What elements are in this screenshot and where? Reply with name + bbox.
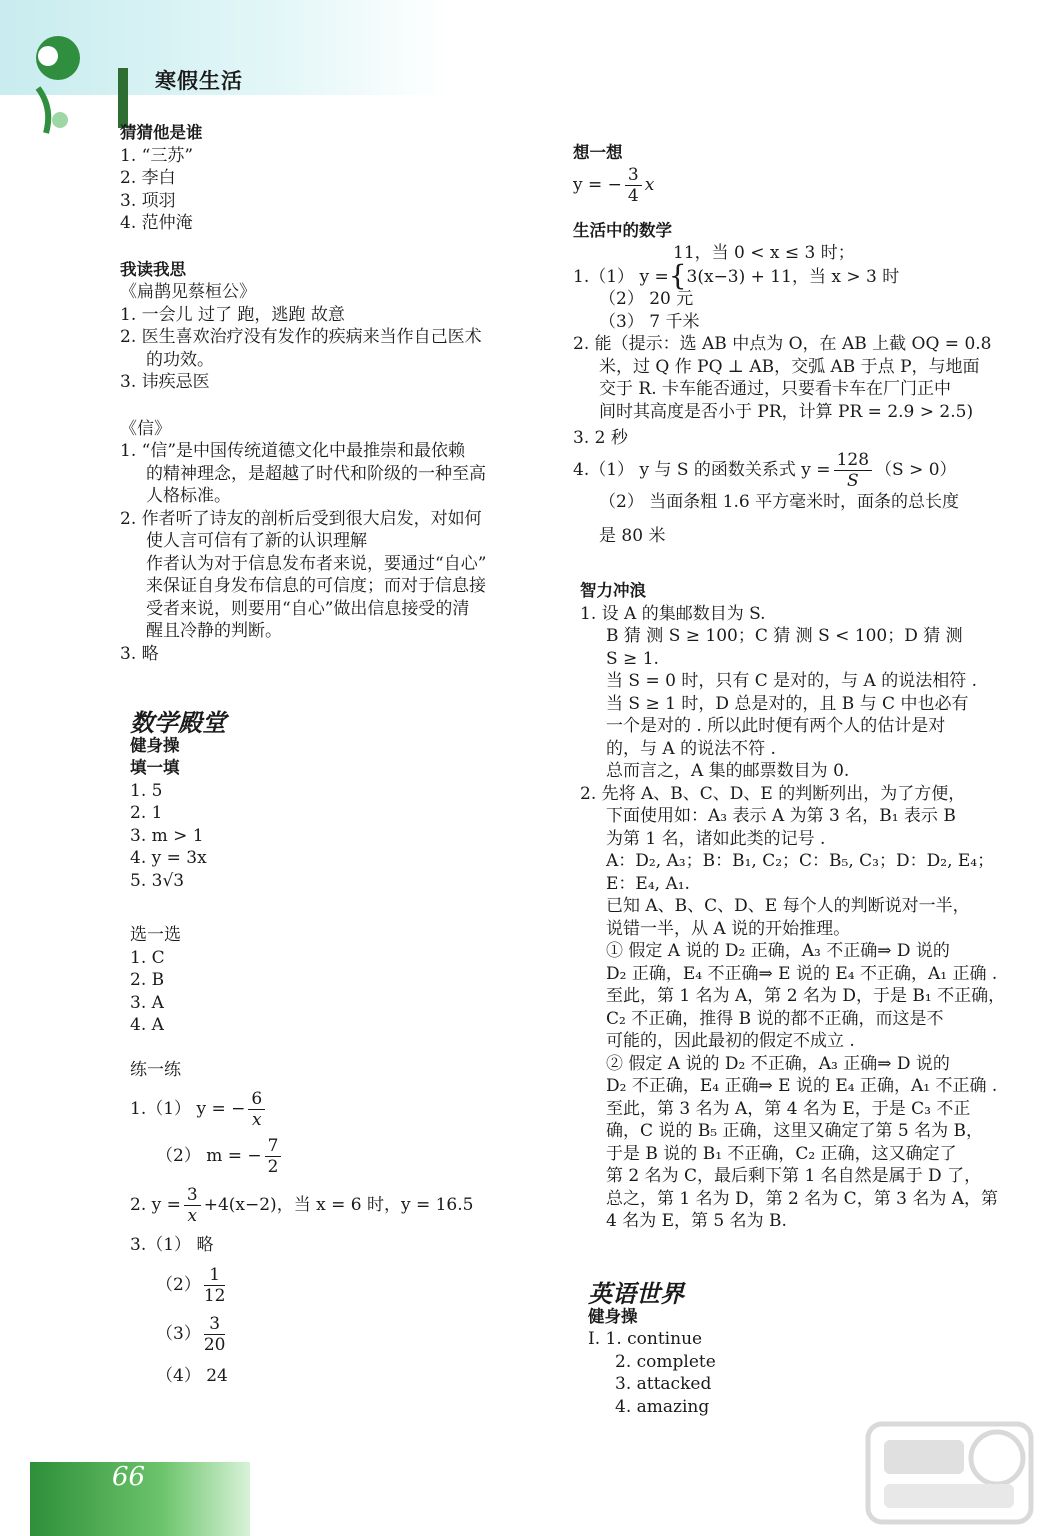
guess-item: 2. 李白: [120, 168, 176, 188]
choose-item: 1. C: [130, 947, 165, 968]
text-line: 1. 一会儿 过了 跑，逃跑 故意: [120, 304, 345, 325]
guess-item: 4. 范仲淹: [120, 213, 193, 233]
fraction: [184, 1185, 201, 1226]
puzzle-line: 下面使用如：A₃ 表示 A 为第 3 名，B₁ 表示 B: [606, 806, 956, 826]
formula-text: 2. y =: [130, 1195, 181, 1215]
puzzle-line: D₂ 正确，E₄ 不正确⇒ E 说的 E₄ 不正确，A₁ 正确 .: [606, 963, 998, 984]
think-heading: 想一想: [573, 143, 623, 162]
fraction: [204, 1314, 226, 1355]
puzzle-line: 2. 先将 A、B、C、D、E 的判断列出，为了方便，: [580, 783, 966, 804]
puzzle-line: 4 名为 E，第 5 名为 B.: [606, 1211, 787, 1231]
fraction-numerator: 3: [184, 1185, 201, 1206]
english-item: 3. attacked: [615, 1374, 712, 1394]
puzzle-line: 的，与 A 的说法不符 .: [606, 738, 776, 759]
bianque-title: 《扁鹊见蔡桓公》: [120, 282, 256, 302]
math-sub-heading: 健身操: [130, 735, 180, 755]
formula-text: （3）: [156, 1323, 201, 1344]
text-line: 使人言可信有了新的认识理解: [146, 531, 367, 551]
text-line: 的精神理念，是超越了时代和阶级的一种至高: [146, 463, 486, 484]
fraction-numerator: 3: [625, 165, 642, 186]
life-q3: 3. 2 秒: [573, 428, 628, 448]
formula-text: y = −: [573, 174, 622, 195]
life-q4-2a: （2） 当面条粗 1.6 平方毫米时，面条的总长度: [599, 491, 960, 512]
page-number: 66: [112, 1462, 146, 1492]
math-section-title: 数学殿堂: [130, 708, 226, 737]
puzzle-line: A：D₂, A₃；B：B₁, C₂；C：B₅, C₃；D：D₂, E₄；: [606, 851, 995, 871]
puzzle-line: 可能的，因此最初的假定不成立 .: [606, 1031, 855, 1051]
fraction: [265, 1136, 282, 1177]
life-math-heading: 生活中的数学: [573, 220, 672, 240]
formula-text: x: [644, 174, 655, 195]
practice-q1b: [130, 1136, 540, 1177]
fraction-numerator: 7: [265, 1136, 282, 1157]
english-section: [588, 1279, 888, 1418]
life-q2-line: 间时其高度是否小于 PR，计算 PR = 2.9 > 2.5): [599, 401, 974, 422]
puzzle-line: 当 S = 0 时，只有 C 是对的，与 A 的说法相符 .: [606, 671, 978, 691]
math-section: [130, 708, 540, 1387]
fill-item: 1. 5: [130, 780, 163, 801]
fraction: [834, 450, 872, 491]
text-line: 2. 医生喜欢治疗没有发作的疾病来当作自己医术: [120, 327, 482, 347]
practice-q2: [130, 1185, 540, 1226]
text-line: 的功效。: [146, 349, 214, 370]
life-q4-2b: 是 80 米: [599, 526, 666, 546]
header-illustration: [18, 28, 128, 138]
puzzle-line: ② 假定 A 说的 D₂ 不正确，A₃ 正确⇒ D 说的: [606, 1053, 950, 1074]
guess-item: 1. “三苏”: [120, 145, 194, 166]
puzzle-section: [580, 580, 1035, 1233]
formula-text: （2）: [156, 1274, 201, 1295]
puzzle-line: 总而言之，A 集的邮票数目为 0.: [606, 761, 850, 781]
life-q1-3: （3） 7 千米: [599, 311, 700, 332]
life-q1-2: （2） 20 元: [599, 289, 694, 309]
text-line: 人格标准。: [146, 486, 231, 506]
fraction-denominator: 2: [267, 1157, 279, 1177]
fraction-numerator: 6: [248, 1089, 265, 1110]
english-item: I. 1. continue: [588, 1329, 703, 1349]
puzzle-heading: 智力冲浪: [580, 581, 646, 600]
xin-title: 《信》: [120, 418, 171, 439]
puzzle-line: 1. 设 A 的集邮数目为 S.: [580, 603, 766, 624]
puzzle-line: B 猜 测 S ≥ 100；C 猜 测 S < 100；D 猜 测: [606, 626, 963, 646]
text-line: 1. “信”是中国传统道德文化中最推崇和最依赖: [120, 441, 466, 461]
fraction-denominator: 4: [627, 185, 639, 206]
formula-text: +4(x−2)，当 x = 6 时，y = 16.5: [203, 1195, 474, 1215]
formula-text: 3(x−3) + 11，当 x > 3 时: [686, 266, 900, 287]
fill-item: 5. 3√3: [130, 870, 185, 891]
fill-item: 4. y = 3x: [130, 848, 207, 868]
left-column: [120, 122, 540, 665]
formula-text: 4.（1） y 与 S 的函数关系式 y =: [573, 459, 831, 480]
practice-heading: 练一练: [130, 1059, 181, 1080]
piecewise-case-1: 11，当 0 < x ≤ 3 时；: [673, 243, 855, 263]
formula-text: 1.（1） y = −: [130, 1099, 246, 1119]
fraction: [248, 1089, 265, 1130]
puzzle-line: C₂ 不正确，推得 B 说的都不正确，而这是不: [606, 1008, 944, 1029]
english-section-title: 英语世界: [588, 1279, 684, 1308]
fraction-numerator: 1: [204, 1265, 226, 1286]
english-item: 2. complete: [615, 1351, 716, 1372]
puzzle-line: 为第 1 名，诸如此类的记号 .: [606, 828, 826, 849]
text-line: 醒且冷静的判断。: [146, 621, 282, 641]
choose-item: 4. A: [130, 1015, 164, 1035]
puzzle-line: 一个是对的 . 所以此时便有两个人的估计是对: [606, 716, 946, 736]
piecewise-case-2: [573, 258, 1033, 292]
watermark-stamp: [862, 1418, 1037, 1528]
fraction: [204, 1265, 226, 1306]
fraction-denominator: x: [187, 1206, 198, 1226]
text-line: 来保证自身发布信息的可信度；而对于信息接: [146, 576, 486, 596]
fraction-denominator: 20: [203, 1334, 226, 1355]
brace-icon: {: [668, 258, 687, 292]
fill-heading: 填一填: [130, 758, 180, 777]
guess-heading: 猜猜他是谁: [120, 123, 203, 142]
text-line: 2. 作者听了诗友的剖析后受到很大启发，对如何: [120, 508, 482, 529]
puzzle-line: 总之，第 1 名为 D，第 2 名为 C，第 3 名为 A，第: [606, 1188, 998, 1209]
fraction-denominator: 12: [203, 1285, 226, 1306]
puzzle-line: 至此，第 1 名为 A，第 2 名为 D，于是 B₁ 不正确，: [606, 986, 1006, 1006]
practice-q3-2: [130, 1265, 540, 1306]
text-line: 受者来说，则要用“自心”做出信息接受的清: [146, 598, 470, 619]
puzzle-line: S ≥ 1.: [606, 648, 659, 669]
think-formula: [573, 165, 1033, 206]
header-title: 寒假生活: [155, 69, 243, 93]
formula-text: （S > 0）: [875, 459, 957, 480]
puzzle-line: 第 2 名为 C，最后剩下第 1 名自然是属于 D 了，: [606, 1166, 982, 1186]
life-q2-line: 米，过 Q 作 PQ ⊥ AB，交弧 AB 于点 P，与地面: [599, 356, 980, 377]
life-q2-line: 2. 能（提示：选 AB 中点为 O，在 AB 上截 OQ = 0.8: [573, 334, 992, 354]
guess-item: 3. 项羽: [120, 190, 176, 211]
puzzle-line: 说错一半，从 A 说的开始推理。: [606, 918, 851, 939]
formula-text: （2） m = −: [156, 1146, 262, 1166]
fraction-numerator: 128: [834, 450, 872, 471]
fraction-numerator: 3: [204, 1314, 226, 1335]
reading-heading: 我读我思: [120, 259, 186, 279]
english-item: 4. amazing: [615, 1396, 710, 1417]
practice-q3-1: 3.（1） 略: [130, 1235, 214, 1255]
fraction-denominator: S: [846, 470, 859, 491]
text-line: 作者认为对于信息发布者来说，要通过“自心”: [146, 553, 487, 574]
english-sub-heading: 健身操: [588, 1306, 638, 1326]
practice-q1a: [130, 1089, 540, 1130]
puzzle-line: 当 S ≥ 1 时，D 总是对的，且 B 与 C 中也必有: [606, 693, 969, 714]
puzzle-line: 至此，第 3 名为 A，第 4 名为 E，于是 C₃ 不正: [606, 1098, 971, 1119]
text-line: 3. 讳疾忌医: [120, 372, 210, 392]
fill-item: 2. 1: [130, 803, 163, 823]
puzzle-line: 确，C 说的 B₅ 正确，这里又确定了第 5 名为 B，: [606, 1121, 984, 1141]
practice-q3-3: [130, 1314, 540, 1355]
puzzle-line: ① 假定 A 说的 D₂ 正确，A₃ 不正确⇒ D 说的: [606, 941, 950, 961]
text-line: 3. 略: [120, 643, 159, 664]
choose-heading: 选一选: [130, 925, 181, 945]
puzzle-line: E：E₄, A₁.: [606, 873, 690, 894]
choose-item: 3. A: [130, 992, 164, 1013]
right-column: [573, 142, 1033, 548]
practice-q3-4: （4） 24: [156, 1365, 228, 1386]
fraction-denominator: x: [251, 1110, 262, 1130]
fraction: [625, 165, 642, 206]
puzzle-line: D₂ 不正确，E₄ 正确⇒ E 说的 E₄ 正确，A₁ 不正确 .: [606, 1076, 998, 1096]
puzzle-line: 于是 B 说的 B₁ 不正确，C₂ 正确，这又确定了: [606, 1143, 957, 1164]
fill-item: 3. m > 1: [130, 825, 204, 846]
choose-item: 2. B: [130, 970, 165, 990]
life-q2-line: 交于 R. 卡车能否通过，只要看卡车在厂门正中: [599, 379, 952, 399]
formula-text: 1.（1） y =: [573, 266, 669, 287]
life-q4: [573, 450, 1033, 491]
puzzle-line: 已知 A、B、C、D、E 每个人的判断说对一半，: [606, 896, 970, 916]
